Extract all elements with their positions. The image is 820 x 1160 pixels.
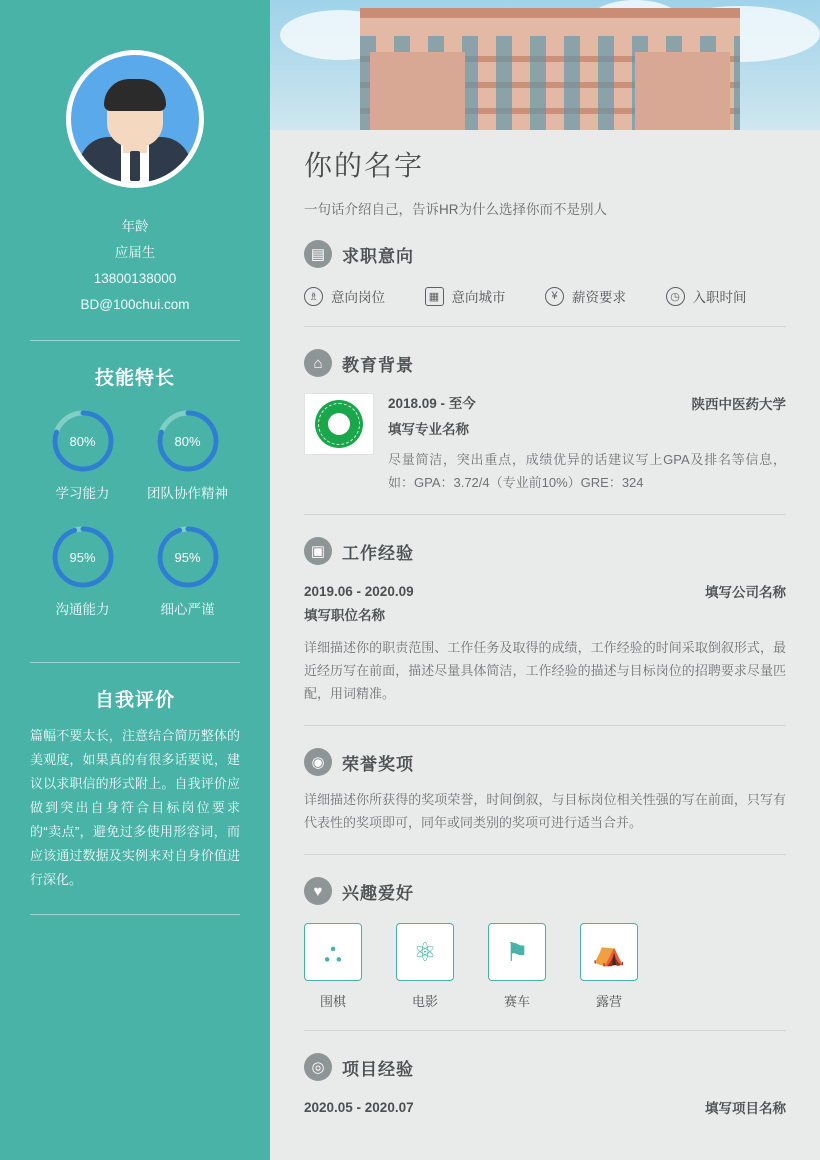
briefcase-icon: ▣: [304, 537, 332, 565]
honors-description: 详细描述你所获得的奖项荣誉，时间倒叙，与目标岗位相关性强的写在前面，只写有代表性的奖项即可，同年或同类别的奖项可进行适当合并。: [304, 792, 786, 830]
work-topline: [304, 581, 786, 602]
intent-row: [304, 286, 786, 306]
education-school: 陕西中医药大学: [691, 397, 786, 412]
contact-phone: 13800138000: [93, 271, 177, 286]
project-date: 2020.05 - 2020.07: [304, 1100, 414, 1115]
project-topline: [304, 1097, 786, 1118]
contact-age: 年龄: [121, 219, 149, 234]
section-education: [304, 326, 786, 494]
salary-icon: ¥: [545, 287, 564, 306]
skills-rings: [30, 408, 240, 640]
work-description: 详细描述你的职责范围、工作任务及取得的成绩，工作经验的时间采取倒叙形式，最近经历写在前面，描述尽量具体简洁，工作经验的描述与目标岗位的招聘要求尽量匹配，用词精准。: [304, 640, 786, 701]
section-header: [304, 349, 786, 377]
skill-ring-0: [50, 408, 116, 474]
hobby-label: 赛车: [503, 994, 530, 1009]
school-logo: [304, 393, 374, 455]
skill-value: 95%: [174, 549, 201, 565]
skill-item: [135, 524, 240, 618]
main-content: [270, 0, 820, 1160]
hobby-item: [580, 923, 638, 1010]
document-icon: ▤: [304, 240, 332, 268]
city-icon: ▦: [425, 287, 444, 306]
divider: [30, 662, 240, 663]
sections: [270, 218, 820, 1138]
skill-label: 沟通能力: [55, 602, 110, 617]
page-title: 你的名字: [304, 150, 425, 181]
film-icon: ⚛: [396, 923, 454, 981]
section-work: [304, 514, 786, 705]
clock-icon: ◷: [666, 287, 685, 306]
skill-label: 团队协作精神: [147, 486, 228, 501]
layers-icon: ◎: [304, 1053, 332, 1081]
divider: [30, 914, 240, 915]
contact-list: [30, 214, 240, 318]
section-header: [304, 877, 786, 905]
education-entry: [304, 393, 786, 494]
selfeval-text: 篇幅不要太长，注意结合简历整体的美观度，如果真的有很多话要说，建议以求职信的形式附上。自我评价应做到突出自身符合目标岗位要求的“卖点”，避免过多使用形容词，而应该通过数据及实例来对自身价值进行深化。: [30, 728, 240, 887]
tent-icon: ⛺: [580, 923, 638, 981]
education-body: [388, 393, 786, 494]
education-description: 尽量简洁，突出重点，成绩优异的话建议写上GPA及排名等信息，如：GPA：3.72/4（专业前10%）GRE：324: [388, 452, 786, 490]
selfeval-title: 自我评价: [94, 690, 175, 711]
skill-item: [30, 408, 135, 502]
skill-ring-1: [155, 408, 221, 474]
section-title: 项目经验: [342, 1059, 414, 1079]
work-company: 填写公司名称: [705, 585, 786, 600]
tagline: 一句话介绍自己，告诉HR为什么选择你而不是别人: [304, 202, 607, 217]
education-date: 2018.09 - 至今: [388, 396, 476, 411]
section-intent: [304, 218, 786, 306]
contact-email: BD@100chui.com: [80, 297, 190, 312]
skill-value: 80%: [174, 433, 201, 449]
section-title: 兴趣爱好: [342, 883, 414, 903]
skill-item: [30, 524, 135, 618]
section-title: 教育背景: [342, 355, 414, 375]
header: [270, 130, 820, 218]
intent-item-start-date: [666, 286, 787, 306]
intent-label: 薪资要求: [572, 290, 626, 305]
section-header: [304, 748, 786, 776]
banner-image: [270, 0, 820, 130]
education-topline: [388, 393, 786, 414]
avatar: [66, 50, 204, 188]
section-header: [304, 240, 786, 268]
hobby-item: [304, 923, 362, 1010]
skill-label: 细心严谨: [160, 602, 215, 617]
hobby-item: [396, 923, 454, 1010]
hobby-label: 围棋: [319, 994, 346, 1009]
medal-icon: ◉: [304, 748, 332, 776]
avatar-illustration: [71, 55, 199, 183]
section-header: [304, 1053, 786, 1081]
heart-icon: ♥: [304, 877, 332, 905]
graduation-icon: ⌂: [304, 349, 332, 377]
position-icon: ♗: [304, 287, 323, 306]
intent-label: 意向城市: [451, 290, 506, 305]
section-title: 求职意向: [342, 246, 414, 266]
section-header: [304, 537, 786, 565]
go-board-icon: ⛬: [304, 923, 362, 981]
sidebar: [0, 0, 270, 1160]
section-honors: [304, 725, 786, 834]
contact-status: 应届生: [114, 245, 156, 260]
intent-item-salary: [545, 286, 666, 306]
skill-value: 80%: [69, 433, 96, 449]
intent-item-position: [304, 286, 425, 306]
skill-ring-2: [50, 524, 116, 590]
education-major: 填写专业名称: [388, 422, 469, 437]
skill-ring-3: [155, 524, 221, 590]
skills-title: 技能特长: [94, 368, 175, 389]
intent-label: 意向岗位: [331, 290, 385, 305]
work-date: 2019.06 - 2020.09: [304, 584, 414, 599]
hobby-label: 露营: [595, 994, 622, 1009]
skill-value: 95%: [69, 549, 96, 565]
racing-flag-icon: ⚑: [488, 923, 546, 981]
section-hobbies: [304, 854, 786, 1010]
skill-label: 学习能力: [55, 486, 110, 501]
section-title: 荣誉奖项: [342, 754, 414, 774]
hobby-label: 电影: [411, 994, 438, 1009]
hobby-list: [304, 923, 786, 1010]
intent-item-city: [425, 286, 546, 306]
section-title: 工作经验: [342, 543, 414, 563]
work-position: 填写职位名称: [304, 608, 385, 623]
divider: [30, 340, 240, 341]
hobby-item: [488, 923, 546, 1010]
project-name: 填写项目名称: [705, 1101, 786, 1116]
skill-item: [135, 408, 240, 502]
section-projects: [304, 1030, 786, 1118]
intent-label: 入职时间: [692, 290, 747, 305]
